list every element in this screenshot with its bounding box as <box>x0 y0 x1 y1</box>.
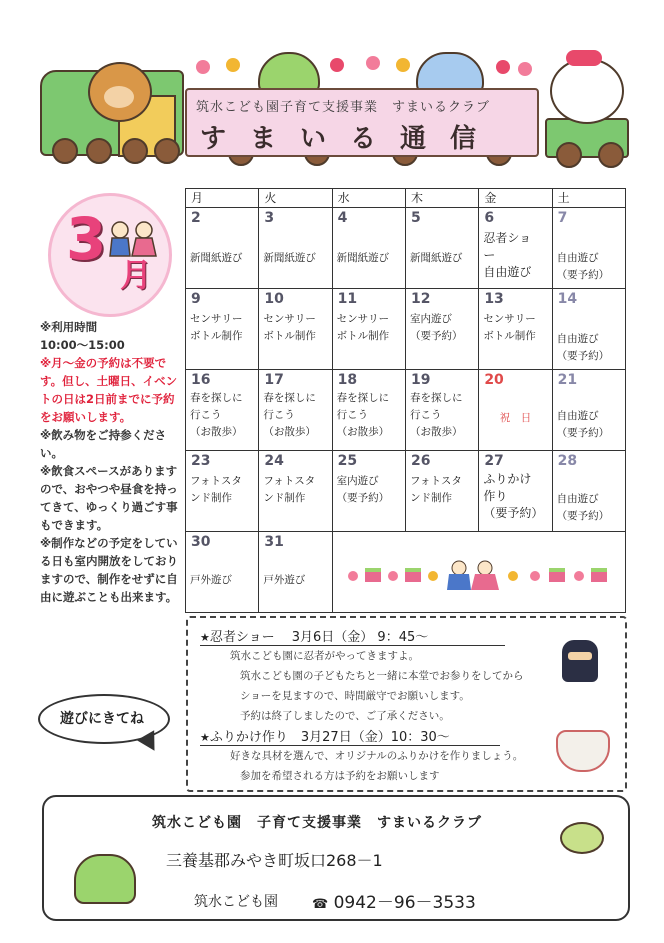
weekday-tue: 火 <box>259 189 332 208</box>
day-number: 5 <box>410 210 421 226</box>
calendar-cell <box>405 208 478 289</box>
day-event: 戸外遊び <box>263 574 306 586</box>
ninja-show-line: 予約は終了しましたので、ご了承ください。 <box>240 710 450 722</box>
usage-notes <box>40 318 182 606</box>
day-event: センサリー ボトル制作 <box>483 313 536 342</box>
calendar-cell <box>186 532 259 613</box>
day-number: 28 <box>557 453 578 469</box>
day-number: 4 <box>337 210 348 226</box>
star-icon: ★ <box>200 731 210 744</box>
calendar-cell <box>332 208 405 289</box>
calendar-cell <box>332 451 405 532</box>
furikake-line: 好きな具材を選んで、オリジナルのふりかけを作りましょう。 <box>230 750 524 762</box>
day-number: 7 <box>557 210 568 226</box>
note-line: ※飲み物をご持参ください。 <box>40 428 167 460</box>
bird-illustration <box>560 822 604 854</box>
furikake-line: 参加を希望される方は予約をお願いします <box>240 770 440 782</box>
day-event: 春を探しに 行こう （お散歩） <box>190 392 243 438</box>
calendar-cell <box>259 289 332 370</box>
day-event: 自由遊び （要予約） <box>556 252 610 281</box>
train-wheel-icon <box>598 142 624 168</box>
calendar-cell <box>259 370 332 451</box>
weekday-thu: 木 <box>405 189 478 208</box>
bear-face-illustration <box>104 86 134 108</box>
calendar-cell <box>332 289 405 370</box>
day-number: 17 <box>264 372 284 388</box>
calendar-cell-holiday <box>479 370 552 451</box>
ninja-show-heading <box>200 626 505 646</box>
star-icon: ★ <box>200 631 210 644</box>
day-event: センサリー ボトル制作 <box>336 313 390 342</box>
flower-icon <box>496 60 510 74</box>
day-event: 春を探しに 行こう （お散歩） <box>409 392 463 438</box>
bunny-bow-icon <box>566 50 602 66</box>
flower-icon <box>518 62 532 76</box>
day-event: 新聞紙遊び <box>336 252 390 264</box>
day-number: 24 <box>264 453 284 469</box>
weekday-sat: 土 <box>552 189 625 208</box>
flower-icon <box>196 60 210 74</box>
ninja-face-illustration <box>568 652 592 660</box>
hinamatsuri-decoration-icon <box>345 556 615 592</box>
calendar-cell <box>259 532 332 613</box>
calendar-cell <box>186 370 259 451</box>
month-number: 3 <box>66 205 107 273</box>
calendar-cell <box>405 451 478 532</box>
header-subtitle: 筑水こども園子育て支援事業 すまいるクラブ <box>196 100 491 115</box>
day-number: 19 <box>410 372 431 388</box>
calendar-cell <box>405 370 478 451</box>
calendar-cell <box>479 451 552 532</box>
day-number: 25 <box>337 453 358 469</box>
day-event: 新聞紙遊び <box>263 252 316 264</box>
ninja-show-line: ショーを見ますので、時間厳守でお願いします。 <box>240 690 470 702</box>
weekday-mon: 月 <box>186 189 259 208</box>
train-wheel-icon <box>556 142 582 168</box>
calendar-cell <box>552 289 625 370</box>
furikake-heading-text: ふりかけ作り 3月27日（金）10：30～ <box>209 730 450 745</box>
footer-phone <box>312 888 476 913</box>
day-number: 3 <box>264 210 275 226</box>
ninja-show-line: 筑水こども園の子どもたちと一緒に本堂でお参りをしてから <box>240 670 524 682</box>
calendar-cell <box>405 289 478 370</box>
furikake-heading <box>200 726 500 746</box>
note-line: ※制作などの予定をしている日も室内開放をしておりますので、制作をせずに自由に遊ぶことも出来ます。 <box>40 536 178 604</box>
day-event: 自由遊び （要予約） <box>556 333 610 362</box>
train-wheel-icon <box>122 138 148 164</box>
day-event: 春を探しに 行こう （お散歩） <box>263 392 316 438</box>
flower-icon <box>396 58 410 72</box>
day-number: 26 <box>410 453 431 469</box>
day-number: 10 <box>264 291 284 307</box>
train-wheel-icon <box>154 138 180 164</box>
calendar-week-row <box>186 370 626 451</box>
weekday-fri: 金 <box>479 189 552 208</box>
ninja-show-line: 筑水こども園に忍者がやってきますよ。 <box>230 650 419 662</box>
calendar-week-row <box>186 208 626 289</box>
day-event: センサリー ボトル制作 <box>190 313 243 342</box>
day-event: 室内遊び （要予約） <box>336 475 390 504</box>
day-number: 12 <box>410 291 431 307</box>
note-line: ※飲食スペースがありますので、おやつや昼食を持ってきて、ゆっくり過ごす事もできます。 <box>40 464 178 532</box>
day-event: フォトスタ ンド制作 <box>190 475 242 504</box>
frog-illustration <box>74 854 136 904</box>
footer-title: 筑水こども園 子育て支援事業 すまいるクラブ <box>152 815 482 831</box>
calendar-cell <box>186 289 259 370</box>
calendar-cell <box>186 451 259 532</box>
note-line: 10:00～15:00 <box>40 338 125 352</box>
day-number: 9 <box>191 291 201 307</box>
train-wheel-icon <box>86 138 112 164</box>
day-event: 新聞紙遊び <box>190 252 243 264</box>
phone-icon: ☎ <box>312 897 329 912</box>
bunny-illustration <box>550 58 624 124</box>
weekday-wed: 水 <box>332 189 405 208</box>
day-number: 21 <box>557 372 578 388</box>
day-event: 室内遊び （要予約） <box>409 313 463 342</box>
day-number: 13 <box>484 291 504 307</box>
flower-icon <box>366 56 380 70</box>
day-event: フォトスタ ンド制作 <box>409 475 462 504</box>
note-line: ※利用時間 <box>40 320 98 334</box>
calendar-week-row <box>186 451 626 532</box>
calendar-table <box>185 188 626 613</box>
speech-bubble-text: 遊びにきてね <box>60 711 144 727</box>
flower-icon <box>330 58 344 72</box>
day-number: 6 <box>484 210 495 226</box>
day-event: 忍者ショ ー 自由遊び <box>483 231 532 279</box>
holiday-label: 祝 日 <box>499 412 532 424</box>
day-event: 自由遊び （要予約） <box>556 493 610 522</box>
footer-organization: 筑水こども園 <box>194 894 278 910</box>
day-number: 14 <box>557 291 578 307</box>
calendar-cell <box>186 208 259 289</box>
day-number: 18 <box>337 372 358 388</box>
calendar-cell <box>552 451 625 532</box>
footer-address: 三養基郡みやき町坂口268－1 <box>166 851 383 870</box>
day-event: 戸外遊び <box>190 574 232 586</box>
day-event: センサリー ボトル制作 <box>263 313 316 342</box>
day-number: 2 <box>191 210 201 226</box>
day-number: 31 <box>264 534 284 550</box>
note-line-reservation: ※月～金の予約は不要です。但し、土曜日、イベントの日は2日前までに予約をお願いします。 <box>40 356 178 424</box>
day-number: 16 <box>191 372 211 388</box>
day-event: ふりかけ 作り （要予約） <box>483 472 544 520</box>
day-event: 自由遊び （要予約） <box>556 410 610 439</box>
calendar-cell <box>479 208 552 289</box>
calendar-cell <box>552 208 625 289</box>
calendar-cell <box>259 208 332 289</box>
calendar-cell <box>479 289 552 370</box>
day-number: 20 <box>484 372 504 388</box>
day-event: 新聞紙遊び <box>409 252 463 264</box>
ninja-illustration <box>562 640 598 682</box>
day-number: 23 <box>191 453 211 469</box>
calendar-header-row <box>186 189 626 208</box>
day-number: 27 <box>484 453 504 469</box>
newsletter-title: すまいる通信 <box>200 124 501 154</box>
ninja-show-heading-text: 忍者ショー 3月6日（金） 9：45～ <box>209 630 429 645</box>
train-wheel-icon <box>52 138 78 164</box>
calendar-cell <box>259 451 332 532</box>
month-suffix: 月 <box>120 256 153 294</box>
flower-icon <box>226 58 240 72</box>
day-event: 春を探しに 行こう （お散歩） <box>336 392 390 438</box>
phone-number: 0942－96－3533 <box>333 893 476 913</box>
calendar-cell <box>332 370 405 451</box>
day-event: フォトスタ ンド制作 <box>263 475 316 504</box>
calendar-week-row <box>186 289 626 370</box>
day-number: 30 <box>191 534 211 550</box>
day-number: 11 <box>337 291 358 307</box>
calendar-cell <box>552 370 625 451</box>
